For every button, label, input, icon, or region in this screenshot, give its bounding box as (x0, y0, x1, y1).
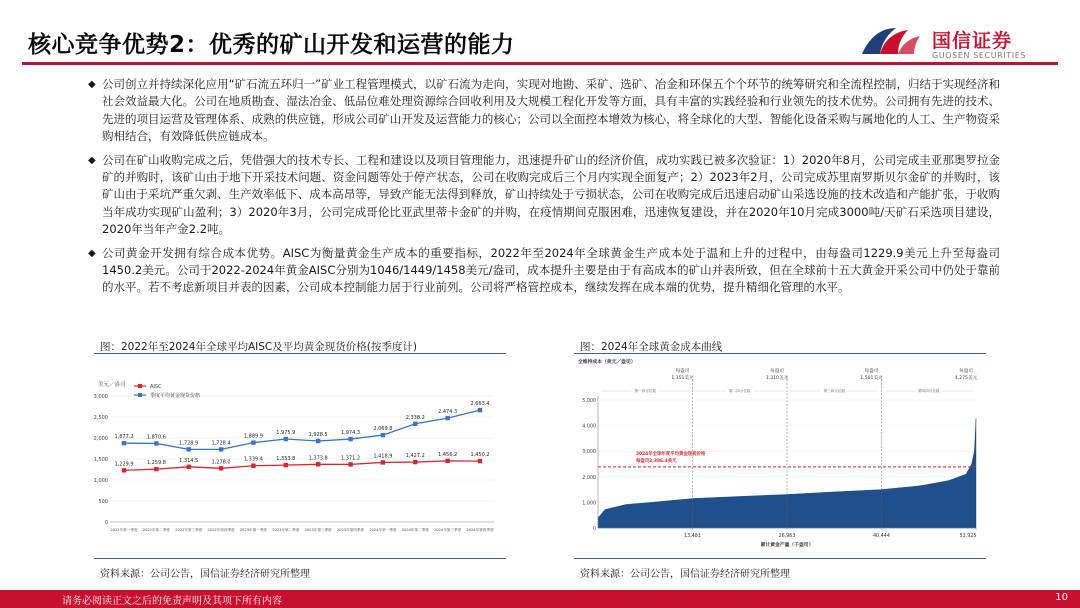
cost-curve-area (598, 419, 976, 528)
data-label: 1,889.9 (243, 433, 264, 440)
data-point (413, 460, 417, 464)
y-tick-label: 3,000 (582, 450, 596, 456)
data-point (445, 416, 449, 420)
right-chart-frame (574, 353, 986, 559)
data-label: 1,418.9 (373, 453, 393, 460)
quartile-cost-line2: 4,275美元 (954, 376, 978, 381)
series-line (124, 410, 480, 449)
bullet-item (88, 76, 1000, 146)
y-tick-label: 2,000 (94, 436, 108, 442)
legend-label: AISC (150, 384, 162, 390)
logo-english-name: GUOSEN SECURITIES (932, 51, 1027, 60)
x-tick-label: 13,481 (684, 534, 701, 539)
right-figure-source: 资料来源：公司公告，国信证券经济研究所整理 (580, 569, 790, 580)
data-label: 1,371.2 (340, 455, 361, 462)
data-label: 1,339.4 (243, 456, 264, 463)
series-line (124, 461, 480, 471)
data-point (478, 459, 482, 463)
bullet-item (88, 245, 1000, 297)
quartile-cost-line1: 每盎司 (675, 369, 690, 374)
data-point (122, 441, 126, 445)
x-tick-label: 2023年第二季度 (272, 528, 300, 532)
gold-cost-curve-chart (574, 354, 986, 558)
x-tick-label: 2022年第二季度 (142, 528, 170, 532)
x-tick-label: 2024年第三季度 (434, 528, 462, 532)
x-tick-label: 2022年第四季度 (207, 528, 235, 532)
quartile-cost-line1: 每盎司 (959, 369, 973, 374)
data-point (187, 447, 191, 451)
data-point (348, 462, 352, 466)
y-tick-label: 1,000 (582, 501, 596, 507)
left-figure-caption: 图：2022年至2024年全球平均AISC及平均黄金现货价格(按季度计) (100, 341, 417, 353)
data-label: 1,870.6 (146, 434, 166, 441)
data-label: 1,877.2 (114, 434, 134, 441)
y-tick-label: 1,500 (94, 457, 108, 463)
data-point (122, 468, 126, 472)
footer-disclaimer: 请务必阅读正文之后的免责声明及其项下所有内容 (62, 596, 282, 607)
guosen-logo-mark-icon (860, 24, 922, 60)
quartile-cost-line1: 每盎司 (864, 369, 879, 374)
y-tick-label: 2,500 (94, 415, 108, 421)
data-point (381, 460, 385, 464)
legend-swatch-marker (138, 384, 142, 388)
y-tick-label: 2,000 (582, 475, 596, 481)
data-label: 2,338.2 (405, 414, 425, 421)
data-point (284, 463, 288, 467)
company-logo (860, 24, 1060, 64)
data-label: 2,474.3 (438, 409, 458, 416)
data-point (219, 447, 223, 451)
x-tick-label: 2022年第三季度 (175, 528, 203, 532)
x-tick-label: 2024年第二季度 (401, 528, 429, 532)
data-label: 1,928.5 (308, 432, 328, 439)
page-number: 10 (1055, 592, 1068, 603)
x-tick-label: 2023年第四季度 (336, 528, 365, 532)
diamond-bullet-icon: ◆ (88, 79, 96, 90)
x-tick-label: 53,925 (959, 534, 977, 539)
y-tick-label: 5,000 (582, 399, 596, 404)
data-point (251, 464, 255, 468)
aisc-gold-price-chart (94, 354, 506, 558)
data-point (284, 437, 288, 441)
quartile-label: 第三四分位数 (823, 389, 846, 393)
y-tick-label: 3,000 (94, 394, 108, 400)
quartile-cost-line1: 每盎司 (770, 369, 784, 374)
data-label: 1,450.2 (470, 452, 490, 459)
y-tick-label: 500 (98, 499, 108, 505)
quartile-cost-line2: 1,151美元 (671, 376, 694, 381)
data-point (413, 422, 417, 426)
data-label: 1,353.8 (276, 456, 296, 463)
left-chart-frame (94, 353, 506, 559)
bullet-item (88, 152, 1000, 239)
data-label: 1,975.9 (276, 430, 296, 437)
data-label: 1,373.8 (308, 455, 328, 462)
y-tick-label: 4,000 (582, 424, 596, 430)
data-label: 1,314.5 (179, 457, 199, 464)
x-tick-label: 2022年第一季度 (110, 528, 138, 532)
page-title: 核心竞争优势2：优秀的矿山开发和运营的能力 (28, 32, 515, 58)
data-point (219, 466, 223, 470)
x-tick-label: 2023年第一季度 (239, 528, 268, 532)
data-point (348, 437, 352, 441)
legend-swatch-marker (138, 393, 142, 397)
diamond-bullet-icon: ◆ (88, 154, 96, 166)
data-point (154, 467, 158, 471)
data-label: 2,663.4 (470, 401, 490, 408)
quartile-cost-line2: 1,501美元 (860, 376, 883, 381)
bullet-list (88, 76, 1000, 303)
data-label: 1,974.3 (340, 430, 361, 437)
x-tick-label: 2023年第三季度 (304, 528, 332, 532)
quartile-label: 第二四分位数 (728, 389, 751, 393)
data-label: 1,259.8 (146, 460, 166, 467)
footer-bar (0, 590, 1080, 608)
data-point (154, 441, 158, 445)
bullet-text: 公司创立并持续深化应用“矿石流五环归一”矿业工程管理模式，以矿石流为走向，实现对地勘、采矿、选矿、冶金和环保五个个环节的统筹研究和全流程控制，归结于实现经济和社会效益最大化。公司在地质勘查、湿法冶金、低品位难处理资源综合回收利用及大规模工程化开发等方面，具有丰富的实践经验和行业领先的技术优势。公司拥有先进的技术、先进的项目运营及管理体系、成熟的供应链，形成公司矿山开发及运营能力的核心；公司以全面控本增效为核心，将全球化的大型、智能化设备采购与属地化的人工、生产物资采购相结合，有效降低供应链成本。 (102, 77, 1000, 144)
right-figure-caption: 图：2024年全球黄金成本曲线 (580, 341, 723, 353)
reference-label-line1: 2024年全球年度平均黄金现货价格 (636, 451, 706, 457)
bullet-text: 公司黄金开发拥有综合成本优势。AISC为衡量黄金生产成本的重要指标，2022年至2024年全球黄金生产成本处于温和上升的过程中，由每盎司1229.9美元上升至每盎司1450.2美元。公司于2022-2024年黄金AISC分别为1046/1449/1458美元/盎司，成本提升主要是由于有高成本的矿山并表所致，但在全球前十五大黄金开采公司中仍处于靠前的水平。若不考虑新项目并表的因素，公司成本控制能力居于行业前列。公司将严格管控成本，继续发挥在成本端的优势，提升精细化管理的水平。 (102, 245, 1000, 295)
data-point (187, 465, 191, 469)
x-axis-title: 累计黄金产量（千盎司） (760, 543, 814, 548)
data-point (251, 440, 255, 444)
reference-label-line2: 每盎司2,386.4美元 (636, 458, 677, 464)
data-label: 1,728.9 (179, 440, 199, 447)
y-axis-title: 全维持成本（美元／盎司） (578, 360, 636, 365)
data-label: 1,229.9 (114, 461, 134, 468)
left-figure-source: 资料来源：公司公告，国信证券经济研究所整理 (100, 569, 310, 580)
data-point (381, 433, 385, 437)
data-label: 1,456.2 (438, 451, 458, 458)
data-label: 1,427.2 (405, 453, 425, 460)
quartile-label: 第一四分位数 (634, 389, 657, 393)
quartile-label: 第四四分位数 (917, 389, 940, 393)
data-point (445, 459, 449, 463)
y-tick-label: 0 (104, 520, 108, 526)
logo-chinese-name: 国信证券 (932, 30, 1013, 52)
y-tick-label: 1,000 (94, 478, 108, 484)
quartile-cost-line2: 1,310美元 (765, 376, 789, 381)
data-label: 1,728.4 (211, 440, 231, 447)
legend-label: 季度平均黄金现货价格 (150, 393, 201, 399)
data-point (316, 462, 320, 466)
x-tick-label: 2024年第四季度 (466, 528, 494, 532)
data-label: 1,278.0 (211, 459, 231, 466)
y-unit-label: 美元／盎司 (98, 382, 126, 388)
x-tick-label: 2024年第一季度 (369, 528, 397, 532)
diamond-bullet-icon: ◆ (88, 247, 96, 259)
data-point (316, 439, 320, 443)
bullet-text: 公司在矿山收购完成之后，凭借强大的技术专长、工程和建设以及项目管理能力，迅速提升矿山的经济价值，成功实践已被多次验证：1）2020年8月，公司完成圭亚那奥罗拉金矿的并购时，该矿山由于地下开采技术问题、资金问题等处于停产状态，公司在收购完成后三个月内实现全面复产；2）2023年2月，公司完成苏里南罗斯贝尔金矿的并购时，该矿山由于采坑严重欠剥、生产效率低下、成本高昂等，导致产能无法得到释放，矿山持续处于亏损状态，公司在收购完成后迅速启动矿山采选设施的技术改造和产能扩张，于收购当年成功实现矿山盈利；3）2020年3月，公司完成哥伦比亚武里蒂卡金矿的并购，在疫情期间克服困难，迅速恢复建设，并在2020年10月完成3000吨/天矿石采选项目建设，2020年当年产金2.2吨。 (102, 152, 1000, 237)
x-tick-label: 40,444 (873, 534, 890, 539)
data-label: 2,069.8 (373, 426, 393, 433)
data-point (478, 408, 482, 412)
y-tick-label: 0 (592, 527, 596, 532)
x-tick-label: 26,963 (778, 534, 796, 539)
